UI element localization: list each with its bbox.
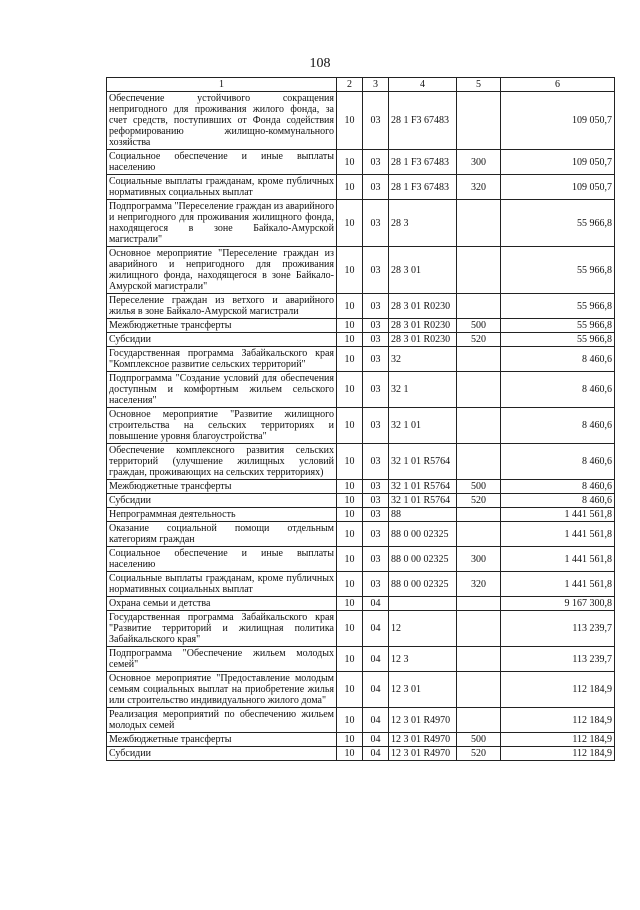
expense-type-cell xyxy=(457,247,501,294)
item-name-cell: Социальное обеспечение и иные выплаты населению xyxy=(107,547,337,572)
section-code-cell: 10 xyxy=(337,294,363,319)
column-header-name: 1 xyxy=(107,78,337,92)
item-name-cell: Реализация мероприятий по обеспечению жильем молодых семей xyxy=(107,708,337,733)
subsection-code-cell: 04 xyxy=(363,708,389,733)
table-row xyxy=(107,347,615,372)
section-code-cell: 10 xyxy=(337,508,363,522)
section-code-cell: 10 xyxy=(337,200,363,247)
item-name-cell: Подпрограмма "Переселение граждан из аварийного и непригодного для проживания жилищного фонда, находящегося в зоне Байкало-Амурской магистрали" xyxy=(107,200,337,247)
subsection-code-cell: 04 xyxy=(363,597,389,611)
target-item-cell: 12 3 01 xyxy=(389,672,457,708)
expense-type-cell xyxy=(457,347,501,372)
amount-cell: 8 460,6 xyxy=(501,444,615,480)
section-code-cell: 10 xyxy=(337,444,363,480)
table-row xyxy=(107,647,615,672)
item-name-cell: Социальное обеспечение и иные выплаты населению xyxy=(107,150,337,175)
amount-cell: 109 050,7 xyxy=(501,92,615,150)
table-row xyxy=(107,494,615,508)
subsection-code-cell: 03 xyxy=(363,150,389,175)
amount-cell: 112 184,9 xyxy=(501,672,615,708)
section-code-cell: 10 xyxy=(337,611,363,647)
expense-type-cell xyxy=(457,597,501,611)
table-row xyxy=(107,319,615,333)
subsection-code-cell: 03 xyxy=(363,92,389,150)
subsection-code-cell: 03 xyxy=(363,200,389,247)
column-header-target-item: 4 xyxy=(389,78,457,92)
section-code-cell: 10 xyxy=(337,480,363,494)
table-row xyxy=(107,150,615,175)
table-row xyxy=(107,597,615,611)
table-row xyxy=(107,522,615,547)
amount-cell: 1 441 561,8 xyxy=(501,522,615,547)
column-header-subsection: 3 xyxy=(363,78,389,92)
subsection-code-cell: 04 xyxy=(363,733,389,747)
section-code-cell: 10 xyxy=(337,708,363,733)
expense-type-cell xyxy=(457,372,501,408)
amount-cell: 55 966,8 xyxy=(501,294,615,319)
expense-type-cell xyxy=(457,444,501,480)
section-code-cell: 10 xyxy=(337,347,363,372)
target-item-cell: 88 0 00 02325 xyxy=(389,572,457,597)
section-code-cell: 10 xyxy=(337,494,363,508)
expense-type-cell xyxy=(457,408,501,444)
subsection-code-cell: 03 xyxy=(363,408,389,444)
table-row xyxy=(107,294,615,319)
target-item-cell: 28 3 01 R0230 xyxy=(389,294,457,319)
table-row xyxy=(107,547,615,572)
expense-type-cell xyxy=(457,708,501,733)
table-row xyxy=(107,572,615,597)
section-code-cell: 10 xyxy=(337,150,363,175)
target-item-cell: 28 3 xyxy=(389,200,457,247)
target-item-cell: 32 1 01 R5764 xyxy=(389,494,457,508)
header-row xyxy=(107,78,615,92)
subsection-code-cell: 03 xyxy=(363,372,389,408)
target-item-cell: 28 3 01 R0230 xyxy=(389,319,457,333)
item-name-cell: Основное мероприятие "Развитие жилищного строительства на сельских территориях и повышение уровня благоустройства" xyxy=(107,408,337,444)
column-header-amount: 6 xyxy=(501,78,615,92)
expense-type-cell xyxy=(457,522,501,547)
expense-type-cell: 320 xyxy=(457,175,501,200)
item-name-cell: Межбюджетные трансферты xyxy=(107,319,337,333)
amount-cell: 113 239,7 xyxy=(501,647,615,672)
subsection-code-cell: 04 xyxy=(363,647,389,672)
item-name-cell: Государственная программа Забайкальского края "Развитие территорий и жилищная политика Забайкальского края" xyxy=(107,611,337,647)
amount-cell: 55 966,8 xyxy=(501,200,615,247)
item-name-cell: Обеспечение комплексного развития сельских территорий (улучшение жилищных условий граждан, проживающих на сельских территориях) xyxy=(107,444,337,480)
section-code-cell: 10 xyxy=(337,647,363,672)
table-row xyxy=(107,175,615,200)
table-row xyxy=(107,333,615,347)
subsection-code-cell: 03 xyxy=(363,333,389,347)
table-row xyxy=(107,672,615,708)
table-row xyxy=(107,708,615,733)
section-code-cell: 10 xyxy=(337,247,363,294)
expense-type-cell: 320 xyxy=(457,572,501,597)
section-code-cell: 10 xyxy=(337,672,363,708)
section-code-cell: 10 xyxy=(337,547,363,572)
amount-cell: 112 184,9 xyxy=(501,747,615,761)
expense-type-cell: 500 xyxy=(457,319,501,333)
target-item-cell: 12 3 01 R4970 xyxy=(389,733,457,747)
column-header-expense-type: 5 xyxy=(457,78,501,92)
section-code-cell: 10 xyxy=(337,92,363,150)
amount-cell: 112 184,9 xyxy=(501,708,615,733)
item-name-cell: Непрограммная деятельность xyxy=(107,508,337,522)
item-name-cell: Субсидии xyxy=(107,333,337,347)
amount-cell: 8 460,6 xyxy=(501,372,615,408)
target-item-cell: 32 xyxy=(389,347,457,372)
target-item-cell: 12 xyxy=(389,611,457,647)
table-row xyxy=(107,508,615,522)
section-code-cell: 10 xyxy=(337,572,363,597)
amount-cell: 55 966,8 xyxy=(501,319,615,333)
table-row xyxy=(107,611,615,647)
amount-cell: 109 050,7 xyxy=(501,150,615,175)
target-item-cell: 32 1 01 R5764 xyxy=(389,480,457,494)
item-name-cell: Основное мероприятие "Предоставление молодым семьям социальных выплат на приобретение жилья или строительство индивидуального жилого дома" xyxy=(107,672,337,708)
target-item-cell: 88 0 00 02325 xyxy=(389,547,457,572)
column-header-section: 2 xyxy=(337,78,363,92)
target-item-cell: 28 1 F3 67483 xyxy=(389,92,457,150)
budget-table xyxy=(106,77,615,761)
amount-cell: 1 441 561,8 xyxy=(501,547,615,572)
section-code-cell: 10 xyxy=(337,319,363,333)
table-row xyxy=(107,408,615,444)
target-item-cell: 88 0 00 02325 xyxy=(389,522,457,547)
target-item-cell: 12 3 01 R4970 xyxy=(389,708,457,733)
target-item-cell: 12 3 xyxy=(389,647,457,672)
item-name-cell: Оказание социальной помощи отдельным категориям граждан xyxy=(107,522,337,547)
expense-type-cell xyxy=(457,200,501,247)
target-item-cell: 28 3 01 R0230 xyxy=(389,333,457,347)
amount-cell: 1 441 561,8 xyxy=(501,508,615,522)
table-row xyxy=(107,92,615,150)
target-item-cell: 28 1 F3 67483 xyxy=(389,175,457,200)
page-number: 108 xyxy=(309,56,331,71)
subsection-code-cell: 03 xyxy=(363,480,389,494)
item-name-cell: Подпрограмма "Обеспечение жильем молодых семей" xyxy=(107,647,337,672)
target-item-cell: 32 1 01 xyxy=(389,408,457,444)
expense-type-cell: 300 xyxy=(457,547,501,572)
subsection-code-cell: 03 xyxy=(363,508,389,522)
subsection-code-cell: 03 xyxy=(363,247,389,294)
item-name-cell: Социальные выплаты гражданам, кроме публичных нормативных социальных выплат xyxy=(107,175,337,200)
table-row xyxy=(107,200,615,247)
amount-cell: 8 460,6 xyxy=(501,494,615,508)
expense-type-cell xyxy=(457,672,501,708)
item-name-cell: Государственная программа Забайкальского края "Комплексное развитие сельских территорий" xyxy=(107,347,337,372)
section-code-cell: 10 xyxy=(337,372,363,408)
amount-cell: 109 050,7 xyxy=(501,175,615,200)
table-row xyxy=(107,444,615,480)
section-code-cell: 10 xyxy=(337,175,363,200)
section-code-cell: 10 xyxy=(337,333,363,347)
table-row xyxy=(107,247,615,294)
target-item-cell: 32 1 01 R5764 xyxy=(389,444,457,480)
item-name-cell: Переселение граждан из ветхого и аварийного жилья в зоне Байкало-Амурской магистрали xyxy=(107,294,337,319)
amount-cell: 55 966,8 xyxy=(501,333,615,347)
subsection-code-cell: 03 xyxy=(363,494,389,508)
expense-type-cell: 520 xyxy=(457,747,501,761)
expense-type-cell xyxy=(457,92,501,150)
item-name-cell: Межбюджетные трансферты xyxy=(107,480,337,494)
amount-cell: 9 167 300,8 xyxy=(501,597,615,611)
expense-type-cell: 500 xyxy=(457,733,501,747)
amount-cell: 55 966,8 xyxy=(501,247,615,294)
expense-type-cell xyxy=(457,294,501,319)
expense-type-cell xyxy=(457,508,501,522)
subsection-code-cell: 03 xyxy=(363,319,389,333)
subsection-code-cell: 03 xyxy=(363,294,389,319)
table-row xyxy=(107,747,615,761)
table-row xyxy=(107,480,615,494)
expense-type-cell xyxy=(457,611,501,647)
subsection-code-cell: 03 xyxy=(363,444,389,480)
amount-cell: 8 460,6 xyxy=(501,347,615,372)
target-item-cell: 28 3 01 xyxy=(389,247,457,294)
subsection-code-cell: 03 xyxy=(363,522,389,547)
section-code-cell: 10 xyxy=(337,733,363,747)
item-name-cell: Субсидии xyxy=(107,747,337,761)
section-code-cell: 10 xyxy=(337,408,363,444)
item-name-cell: Охрана семьи и детства xyxy=(107,597,337,611)
item-name-cell: Основное мероприятие "Переселение граждан из аварийного и непригодного для проживания жилищного фонда, находящегося в зоне Байкало-Амурской магистрали" xyxy=(107,247,337,294)
amount-cell: 8 460,6 xyxy=(501,408,615,444)
amount-cell: 1 441 561,8 xyxy=(501,572,615,597)
subsection-code-cell: 04 xyxy=(363,611,389,647)
target-item-cell xyxy=(389,597,457,611)
subsection-code-cell: 04 xyxy=(363,672,389,708)
subsection-code-cell: 04 xyxy=(363,747,389,761)
subsection-code-cell: 03 xyxy=(363,175,389,200)
item-name-cell: Субсидии xyxy=(107,494,337,508)
target-item-cell: 88 xyxy=(389,508,457,522)
expense-type-cell: 520 xyxy=(457,333,501,347)
subsection-code-cell: 03 xyxy=(363,572,389,597)
expense-type-cell xyxy=(457,647,501,672)
expense-type-cell: 500 xyxy=(457,480,501,494)
expense-type-cell: 300 xyxy=(457,150,501,175)
item-name-cell: Обеспечение устойчивого сокращения непригодного для проживания жилого фонда, за счет средств, поступивших от Фонда содействия реформированию жилищно-коммунального хозяйства xyxy=(107,92,337,150)
table-row xyxy=(107,733,615,747)
subsection-code-cell: 03 xyxy=(363,547,389,572)
amount-cell: 112 184,9 xyxy=(501,733,615,747)
table-row xyxy=(107,372,615,408)
amount-cell: 113 239,7 xyxy=(501,611,615,647)
item-name-cell: Социальные выплаты гражданам, кроме публичных нормативных социальных выплат xyxy=(107,572,337,597)
section-code-cell: 10 xyxy=(337,522,363,547)
section-code-cell: 10 xyxy=(337,747,363,761)
target-item-cell: 12 3 01 R4970 xyxy=(389,747,457,761)
target-item-cell: 28 1 F3 67483 xyxy=(389,150,457,175)
item-name-cell: Подпрограмма "Создание условий для обеспечения доступным и комфортным жильем сельского населения" xyxy=(107,372,337,408)
target-item-cell: 32 1 xyxy=(389,372,457,408)
subsection-code-cell: 03 xyxy=(363,347,389,372)
item-name-cell: Межбюджетные трансферты xyxy=(107,733,337,747)
expense-type-cell: 520 xyxy=(457,494,501,508)
amount-cell: 8 460,6 xyxy=(501,480,615,494)
section-code-cell: 10 xyxy=(337,597,363,611)
